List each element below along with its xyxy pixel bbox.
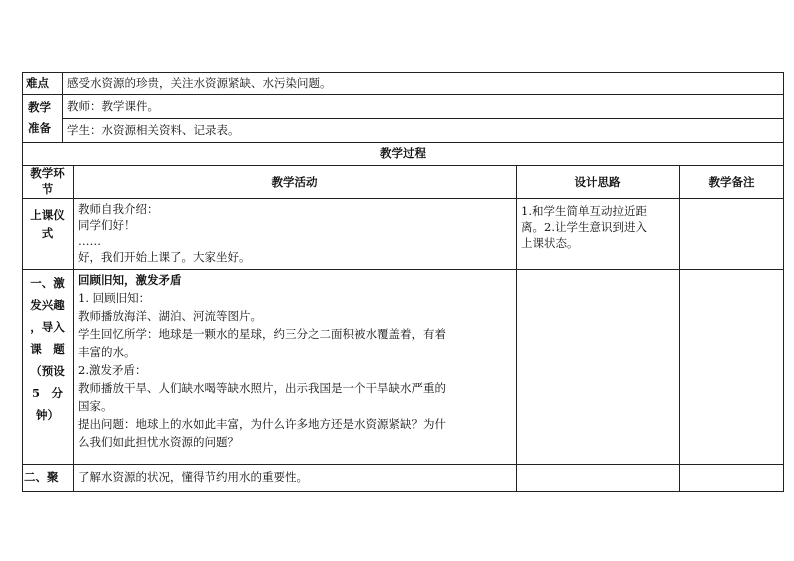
col-divider: [679, 165, 680, 492]
preparation-label-line1: 教学: [28, 100, 51, 114]
difficulty-label: 难点: [26, 76, 49, 90]
header-notes: 教学备注: [708, 175, 755, 189]
row2-stage-line: ，导入: [30, 320, 65, 334]
row2-activity-line: 丰富的水。: [78, 345, 136, 359]
row3-stage: 二、聚: [24, 470, 59, 484]
row2-stage: [22, 272, 73, 426]
row2-activity-line: 1. 回顾旧知：: [78, 291, 151, 305]
header-design: 设计思路: [574, 175, 621, 189]
row1-stage-line1: 上课仪: [30, 208, 65, 222]
row2-activity-line: 国家。: [78, 399, 113, 413]
row1-activity-line: 教师自我介绍：: [78, 202, 159, 216]
col-divider: [73, 165, 74, 492]
preparation-student: 学生：水资源相关资料、记录表。: [67, 123, 240, 137]
row-divider: [22, 269, 784, 270]
row-divider: [22, 464, 784, 465]
row-divider: [22, 142, 784, 143]
row-divider: [22, 94, 784, 95]
col-divider: [516, 165, 517, 492]
row1-design-line: 离。2.让学生意识到进入: [521, 220, 647, 234]
row1-design-line: 1.和学生简单互动拉近距: [521, 204, 647, 218]
header-stage-line1: 教学环: [30, 166, 65, 180]
row-divider: [62, 118, 784, 119]
lesson-plan-table: [22, 72, 784, 492]
row1-activity-line: 同学们好！: [78, 218, 136, 232]
process-title: 教学过程: [380, 146, 426, 160]
row2-stage-line: 发兴趣: [30, 298, 65, 312]
row1-activity-line: ……: [78, 234, 101, 248]
header-activity: 教学活动: [271, 175, 318, 189]
row2-activity-line: 教师播放海洋、湖泊、河流等图片。: [78, 309, 262, 323]
difficulty-text: 感受水资源的珍贵，关注水资源紧缺、水污染问题。: [67, 76, 332, 90]
row2-stage-line: （预设: [30, 364, 65, 378]
preparation-teacher: 教师：教学课件。: [67, 99, 159, 113]
preparation-label-line2: 准备: [28, 121, 51, 135]
row1-design-line: 上课状态。: [521, 236, 579, 250]
row2-activity-line: 学生回忆所学：地球是一颗水的星球，约三分之二面积被水覆盖着，有着: [78, 327, 446, 341]
row2-activity-line: 教师播放干旱、人们缺水喝等缺水照片，出示我国是一个干旱缺水严重的: [78, 381, 446, 395]
row-divider: [22, 198, 784, 199]
row-divider: [22, 165, 784, 166]
header-stage-line2: 节: [41, 182, 54, 196]
row3-activity: 了解水资源的状况，懂得节约用水的重要性。: [78, 470, 308, 484]
row2-activity-line: 么我们如此担忧水资源的问题？: [78, 435, 239, 449]
row2-stage-line: 一、激: [30, 276, 65, 290]
row2-stage-line: 课 题: [30, 342, 65, 356]
row2-activity-line: 提出问题：地球上的水如此丰富，为什么许多地方还是水资源紧缺？为什: [78, 417, 446, 431]
row2-activity-line: 2.激发矛盾：: [78, 363, 147, 377]
row2-stage-line: 钟）: [36, 408, 59, 422]
row2-stage-line: 5 分: [31, 386, 63, 400]
row1-stage-line2: 式: [41, 226, 54, 240]
row1-activity-line: 好，我们开始上课了。大家坐好。: [78, 250, 251, 264]
col-divider: [62, 72, 63, 142]
row2-activity-line: 回顾旧知，激发矛盾: [78, 273, 182, 287]
